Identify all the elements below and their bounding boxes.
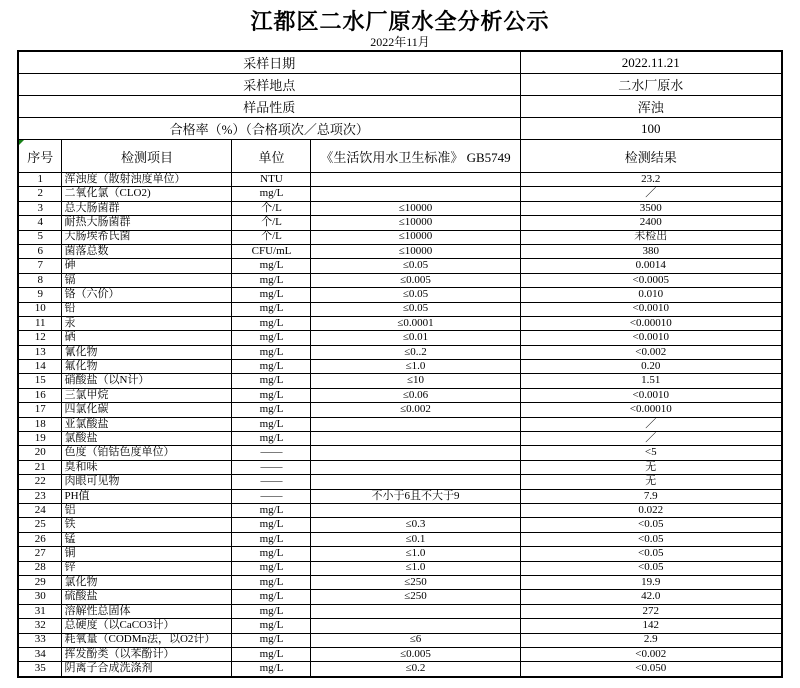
item-name: 硒 xyxy=(62,331,232,345)
table-row xyxy=(18,518,782,532)
item-name: 汞 xyxy=(62,316,232,330)
table-row xyxy=(18,633,782,647)
standard-limit: ≤10000 xyxy=(311,216,520,230)
standard-limit xyxy=(311,187,520,201)
unit: mg/L xyxy=(232,547,311,561)
table-row xyxy=(18,604,782,618)
result-value: 0.0014 xyxy=(520,259,782,273)
unit: mg/L xyxy=(232,302,311,316)
result-value: 380 xyxy=(520,244,782,258)
row-number: 21 xyxy=(18,460,62,474)
table-row xyxy=(18,446,782,460)
unit: mg/L xyxy=(232,403,311,417)
standard-limit: ≤10000 xyxy=(311,244,520,258)
table-row xyxy=(18,532,782,546)
result-value: 2.9 xyxy=(520,633,782,647)
result-value: 42.0 xyxy=(520,590,782,604)
row-number: 1 xyxy=(18,173,62,187)
table-row xyxy=(18,331,782,345)
info-label: 采样日期 xyxy=(18,51,520,74)
unit: mg/L xyxy=(232,518,311,532)
row-number: 11 xyxy=(18,316,62,330)
row-number: 17 xyxy=(18,403,62,417)
info-row-pass-rate xyxy=(18,118,782,140)
table-row xyxy=(18,302,782,316)
row-number: 9 xyxy=(18,288,62,302)
result-value: ／ xyxy=(520,187,782,201)
result-value: <0.0010 xyxy=(520,302,782,316)
row-number: 5 xyxy=(18,230,62,244)
result-value: ／ xyxy=(520,417,782,431)
unit: 个/L xyxy=(232,201,311,215)
result-value: <0.05 xyxy=(520,532,782,546)
table-row xyxy=(18,403,782,417)
item-name: 铅 xyxy=(62,302,232,316)
result-value: <0.002 xyxy=(520,345,782,359)
unit: —— xyxy=(232,460,311,474)
column-header-serial xyxy=(18,140,62,173)
item-name: 硝酸盐（以N计） xyxy=(62,374,232,388)
unit: mg/L xyxy=(232,273,311,287)
column-header-item: 检测项目 xyxy=(62,140,232,173)
item-name: 铝 xyxy=(62,503,232,517)
item-name: 氟化物 xyxy=(62,360,232,374)
table-row xyxy=(18,244,782,258)
result-value: 272 xyxy=(520,604,782,618)
result-value: 19.9 xyxy=(520,575,782,589)
item-name: PH值 xyxy=(62,489,232,503)
item-name: 三氯甲烷 xyxy=(62,388,232,402)
standard-limit: ≤0.002 xyxy=(311,403,520,417)
standard-limit: ≤10 xyxy=(311,374,520,388)
unit: mg/L xyxy=(232,187,311,201)
table-row xyxy=(18,460,782,474)
item-name: 氯化物 xyxy=(62,575,232,589)
item-name: 总硬度（以CaCO3计） xyxy=(62,619,232,633)
row-number: 7 xyxy=(18,259,62,273)
item-name: 大肠埃希氏菌 xyxy=(62,230,232,244)
result-value: <0.0010 xyxy=(520,331,782,345)
item-name: 锌 xyxy=(62,561,232,575)
item-name: 挥发酚类（以苯酚计） xyxy=(62,647,232,661)
unit: mg/L xyxy=(232,561,311,575)
standard-limit xyxy=(311,475,520,489)
unit: mg/L xyxy=(232,604,311,618)
standard-limit: ≤0.005 xyxy=(311,647,520,661)
standard-limit: ≤10000 xyxy=(311,230,520,244)
standard-limit: ≤10000 xyxy=(311,201,520,215)
row-number: 6 xyxy=(18,244,62,258)
column-header-unit: 单位 xyxy=(232,140,311,173)
row-number: 32 xyxy=(18,619,62,633)
standard-limit xyxy=(311,503,520,517)
row-number: 34 xyxy=(18,647,62,661)
item-name: 溶解性总固体 xyxy=(62,604,232,618)
row-number: 29 xyxy=(18,575,62,589)
result-value: <0.05 xyxy=(520,547,782,561)
row-number: 13 xyxy=(18,345,62,359)
result-value: 1.51 xyxy=(520,374,782,388)
standard-limit xyxy=(311,446,520,460)
info-label: 采样地点 xyxy=(18,74,520,96)
table-row xyxy=(18,503,782,517)
table-row xyxy=(18,316,782,330)
row-number: 31 xyxy=(18,604,62,618)
item-name: 砷 xyxy=(62,259,232,273)
row-number: 27 xyxy=(18,547,62,561)
unit: mg/L xyxy=(232,374,311,388)
unit: mg/L xyxy=(232,590,311,604)
table-row xyxy=(18,662,782,677)
unit: mg/L xyxy=(232,345,311,359)
result-value: ／ xyxy=(520,432,782,446)
result-value: <0.05 xyxy=(520,561,782,575)
result-value: 7.9 xyxy=(520,489,782,503)
unit: —— xyxy=(232,475,311,489)
unit: mg/L xyxy=(232,633,311,647)
info-label: 合格率（%）（合格项次／总项次） xyxy=(18,118,520,140)
standard-limit: ≤1.0 xyxy=(311,561,520,575)
unit: mg/L xyxy=(232,503,311,517)
item-name: 阴离子合成洗涤剂 xyxy=(62,662,232,677)
info-label: 样品性质 xyxy=(18,96,520,118)
unit: 个/L xyxy=(232,216,311,230)
result-value: 0.010 xyxy=(520,288,782,302)
row-number: 4 xyxy=(18,216,62,230)
standard-limit xyxy=(311,460,520,474)
item-name: 二氧化氯（CLO2) xyxy=(62,187,232,201)
item-name: 总大肠菌群 xyxy=(62,201,232,215)
row-number: 25 xyxy=(18,518,62,532)
unit: mg/L xyxy=(232,417,311,431)
table-row xyxy=(18,388,782,402)
info-value: 2022.11.21 xyxy=(520,51,782,74)
result-value: 无 xyxy=(520,475,782,489)
unit: mg/L xyxy=(232,619,311,633)
table-row xyxy=(18,417,782,431)
item-name: 菌落总数 xyxy=(62,244,232,258)
unit: 个/L xyxy=(232,230,311,244)
unit: mg/L xyxy=(232,662,311,677)
row-number: 35 xyxy=(18,662,62,677)
result-value: <0.00010 xyxy=(520,403,782,417)
item-name: 镉 xyxy=(62,273,232,287)
row-number: 8 xyxy=(18,273,62,287)
standard-limit: ≤1.0 xyxy=(311,547,520,561)
result-value: 23.2 xyxy=(520,173,782,187)
item-name: 臭和味 xyxy=(62,460,232,474)
standard-limit: ≤0.005 xyxy=(311,273,520,287)
result-value: 2400 xyxy=(520,216,782,230)
unit: —— xyxy=(232,489,311,503)
column-header-standard: 《生活饮用水卫生标准》 GB5749 xyxy=(311,140,520,173)
standard-limit: ≤0..2 xyxy=(311,345,520,359)
table-row xyxy=(18,575,782,589)
row-number: 26 xyxy=(18,532,62,546)
table-row xyxy=(18,489,782,503)
standard-limit: ≤0.01 xyxy=(311,331,520,345)
standard-limit xyxy=(311,619,520,633)
item-name: 耐热大肠菌群 xyxy=(62,216,232,230)
info-value: 100 xyxy=(520,118,782,140)
standard-limit: ≤6 xyxy=(311,633,520,647)
row-number: 23 xyxy=(18,489,62,503)
row-number: 15 xyxy=(18,374,62,388)
standard-limit: ≤0.0001 xyxy=(311,316,520,330)
item-name: 氰化物 xyxy=(62,345,232,359)
row-number: 14 xyxy=(18,360,62,374)
standard-limit: ≤0.05 xyxy=(311,288,520,302)
row-number: 16 xyxy=(18,388,62,402)
result-value: 0.022 xyxy=(520,503,782,517)
result-value: 未检出 xyxy=(520,230,782,244)
item-name: 亚氯酸盐 xyxy=(62,417,232,431)
standard-limit: ≤1.0 xyxy=(311,360,520,374)
table-row xyxy=(18,345,782,359)
standard-limit xyxy=(311,604,520,618)
page-subtitle: 2022年11月 xyxy=(370,35,430,49)
result-value: 0.20 xyxy=(520,360,782,374)
result-value: 3500 xyxy=(520,201,782,215)
table-row xyxy=(18,360,782,374)
unit: mg/L xyxy=(232,575,311,589)
row-number: 22 xyxy=(18,475,62,489)
item-name: 色度（铂钴色度单位） xyxy=(62,446,232,460)
standard-limit: ≤0.06 xyxy=(311,388,520,402)
standard-limit xyxy=(311,417,520,431)
standard-limit: ≤0.2 xyxy=(311,662,520,677)
info-row-sampling-location xyxy=(18,74,782,96)
row-number: 19 xyxy=(18,432,62,446)
item-name: 四氯化碳 xyxy=(62,403,232,417)
item-name: 铬（六价） xyxy=(62,288,232,302)
result-value: <0.00010 xyxy=(520,316,782,330)
item-name: 硫酸盐 xyxy=(62,590,232,604)
table-row xyxy=(18,561,782,575)
table-row xyxy=(18,273,782,287)
info-value: 浑浊 xyxy=(520,96,782,118)
table-row xyxy=(18,590,782,604)
standard-limit: ≤0.05 xyxy=(311,302,520,316)
row-number: 24 xyxy=(18,503,62,517)
table-row xyxy=(18,230,782,244)
result-value: <0.0005 xyxy=(520,273,782,287)
item-name: 肉眼可见物 xyxy=(62,475,232,489)
unit: mg/L xyxy=(232,532,311,546)
column-header-label: 序号 xyxy=(27,149,54,165)
unit: —— xyxy=(232,446,311,460)
column-header-result: 检测结果 xyxy=(520,140,782,173)
unit: mg/L xyxy=(232,388,311,402)
item-name: 铜 xyxy=(62,547,232,561)
table-row xyxy=(18,259,782,273)
result-value: <0.05 xyxy=(520,518,782,532)
row-number: 30 xyxy=(18,590,62,604)
standard-limit: 不小于6且不大于9 xyxy=(311,489,520,503)
standard-limit xyxy=(311,173,520,187)
row-number: 2 xyxy=(18,187,62,201)
row-number: 10 xyxy=(18,302,62,316)
unit: mg/L xyxy=(232,259,311,273)
row-number: 33 xyxy=(18,633,62,647)
result-value: 142 xyxy=(520,619,782,633)
table-row xyxy=(18,216,782,230)
water-analysis-table xyxy=(17,50,783,678)
row-number: 3 xyxy=(18,201,62,215)
excel-corner-marker-icon xyxy=(19,140,24,145)
item-name: 锰 xyxy=(62,532,232,546)
standard-limit xyxy=(311,432,520,446)
info-row-sampling-date xyxy=(18,51,782,74)
page-title: 江都区二水厂原水全分析公示 xyxy=(250,9,550,34)
standard-limit: ≤250 xyxy=(311,575,520,589)
column-header-row xyxy=(18,140,782,173)
unit: mg/L xyxy=(232,647,311,661)
standard-limit: ≤250 xyxy=(311,590,520,604)
standard-limit: ≤0.05 xyxy=(311,259,520,273)
table-row xyxy=(18,187,782,201)
unit: mg/L xyxy=(232,316,311,330)
item-name: 耗氧量（CODMn法，以O2计） xyxy=(62,633,232,647)
standard-limit: ≤0.3 xyxy=(311,518,520,532)
unit: NTU xyxy=(232,173,311,187)
result-value: <0.002 xyxy=(520,647,782,661)
result-value: 无 xyxy=(520,460,782,474)
item-name: 浑浊度（散射浊度单位） xyxy=(62,173,232,187)
table-row xyxy=(18,173,782,187)
unit: mg/L xyxy=(232,331,311,345)
table-row xyxy=(18,201,782,215)
info-value: 二水厂原水 xyxy=(520,74,782,96)
table-row xyxy=(18,374,782,388)
row-number: 28 xyxy=(18,561,62,575)
item-name: 铁 xyxy=(62,518,232,532)
table-row xyxy=(18,288,782,302)
unit: CFU/mL xyxy=(232,244,311,258)
unit: mg/L xyxy=(232,288,311,302)
row-number: 20 xyxy=(18,446,62,460)
info-row-sample-property xyxy=(18,96,782,118)
item-name: 氯酸盐 xyxy=(62,432,232,446)
table-row xyxy=(18,475,782,489)
table-row xyxy=(18,432,782,446)
result-value: <0.0010 xyxy=(520,388,782,402)
unit: mg/L xyxy=(232,360,311,374)
row-number: 18 xyxy=(18,417,62,431)
row-number: 12 xyxy=(18,331,62,345)
standard-limit: ≤0.1 xyxy=(311,532,520,546)
unit: mg/L xyxy=(232,432,311,446)
table-row xyxy=(18,619,782,633)
result-value: <5 xyxy=(520,446,782,460)
result-value: <0.050 xyxy=(520,662,782,677)
table-row xyxy=(18,647,782,661)
table-row xyxy=(18,547,782,561)
